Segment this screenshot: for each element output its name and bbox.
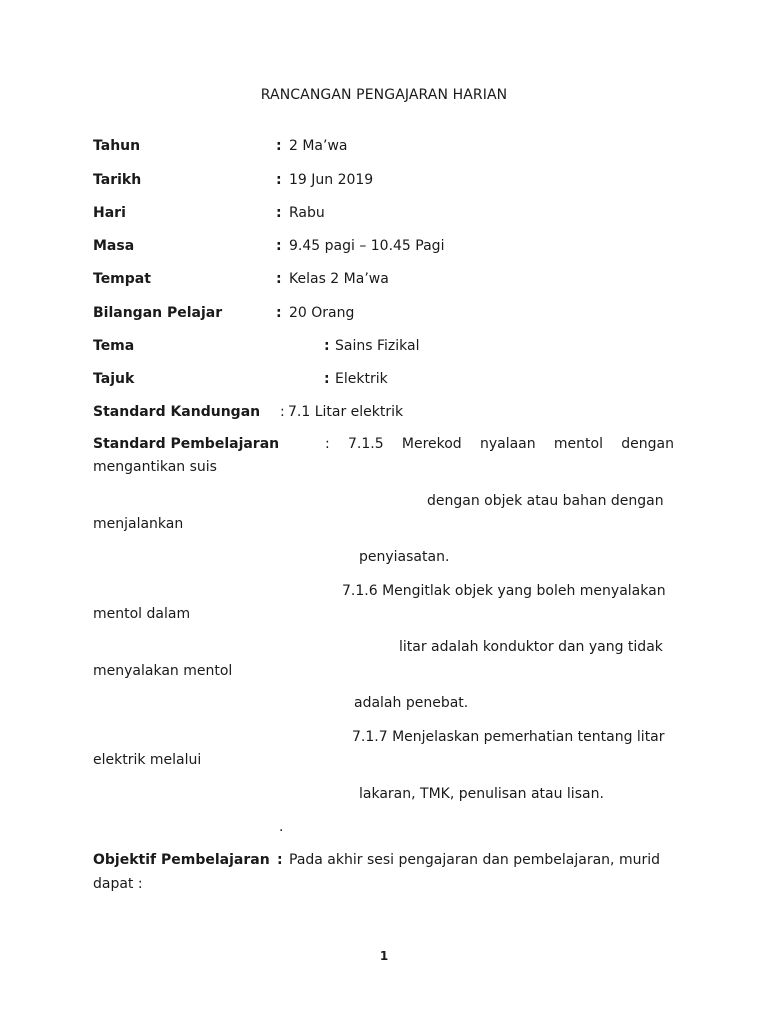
field-value-tahun: 2 Ma’wa <box>289 138 348 154</box>
standard-pembelajaran-word: dengan <box>621 436 674 452</box>
field-label-standard-kandungan: Standard Kandungan <box>93 404 261 420</box>
field-label-masa: Masa <box>93 238 135 254</box>
field-label-objektif-pembelajaran: Objektif Pembelajaran <box>93 852 270 868</box>
field-colon: : <box>276 205 282 221</box>
standard-pembelajaran-line: . <box>279 819 284 835</box>
standard-pembelajaran-line: mengantikan suis <box>93 459 217 475</box>
standard-pembelajaran-line: penyiasatan. <box>359 549 450 565</box>
standard-pembelajaran-line: 7.1.7 Menjelaskan pemerhatian tentang litar <box>352 729 665 745</box>
field-value-standard-kandungan: 7.1 Litar elektrik <box>288 404 404 420</box>
page-number: 1 <box>379 949 389 963</box>
standard-pembelajaran-word: mentol <box>553 436 603 452</box>
field-colon: : <box>276 271 282 287</box>
standard-pembelajaran-line: menjalankan <box>93 516 184 532</box>
field-label-tajuk: Tajuk <box>93 371 135 387</box>
field-label-tarikh: Tarikh <box>93 172 142 188</box>
standard-pembelajaran-first-line <box>325 435 674 453</box>
field-colon: : <box>276 305 282 321</box>
standard-pembelajaran-line: litar adalah konduktor dan yang tidak <box>399 639 663 655</box>
field-colon: : <box>276 138 282 154</box>
standard-pembelajaran-line: adalah penebat. <box>354 695 469 711</box>
field-value-bilangan-pelajar: 20 Orang <box>289 305 355 321</box>
standard-pembelajaran-word: Merekod <box>401 436 462 452</box>
field-label-bilangan-pelajar: Bilangan Pelajar <box>93 305 223 321</box>
field-value-tajuk: Elektrik <box>335 371 388 387</box>
field-colon: : <box>324 338 330 354</box>
field-value-hari: Rabu <box>289 205 325 221</box>
field-value-objektif-pembelajaran: Pada akhir sesi pengajaran dan pembelajaran, murid <box>289 852 660 868</box>
field-colon: : <box>276 172 282 188</box>
field-label-tempat: Tempat <box>93 271 151 287</box>
field-colon: : <box>280 404 285 420</box>
field-value-tarikh: 19 Jun 2019 <box>289 172 374 188</box>
field-value-tempat: Kelas 2 Ma’wa <box>289 271 389 287</box>
field-colon: : <box>276 238 282 254</box>
field-label-tema: Tema <box>93 338 135 354</box>
standard-pembelajaran-colon: : <box>325 436 330 452</box>
field-colon: : <box>324 371 330 387</box>
objektif-continuation: dapat : <box>93 876 143 892</box>
standard-pembelajaran-line: 7.1.6 Mengitlak objek yang boleh menyalakan <box>342 583 666 599</box>
standard-pembelajaran-line: dengan objek atau bahan dengan <box>427 493 664 509</box>
standard-pembelajaran-word: 7.1.5 <box>347 436 384 452</box>
standard-pembelajaran-line: lakaran, TMK, penulisan atau lisan. <box>359 786 604 802</box>
document-title: RANCANGAN PENGAJARAN HARIAN <box>260 87 508 103</box>
field-colon: : <box>277 852 283 868</box>
standard-pembelajaran-line: mentol dalam <box>93 606 191 622</box>
field-value-masa: 9.45 pagi – 10.45 Pagi <box>289 238 445 254</box>
standard-pembelajaran-line: menyalakan mentol <box>93 663 233 679</box>
standard-pembelajaran-line: elektrik melalui <box>93 752 202 768</box>
field-label-standard-pembelajaran: Standard Pembelajaran <box>93 436 280 452</box>
field-label-tahun: Tahun <box>93 138 141 154</box>
field-value-tema: Sains Fizikal <box>335 338 420 354</box>
field-label-hari: Hari <box>93 205 126 221</box>
standard-pembelajaran-word: nyalaan <box>479 436 536 452</box>
